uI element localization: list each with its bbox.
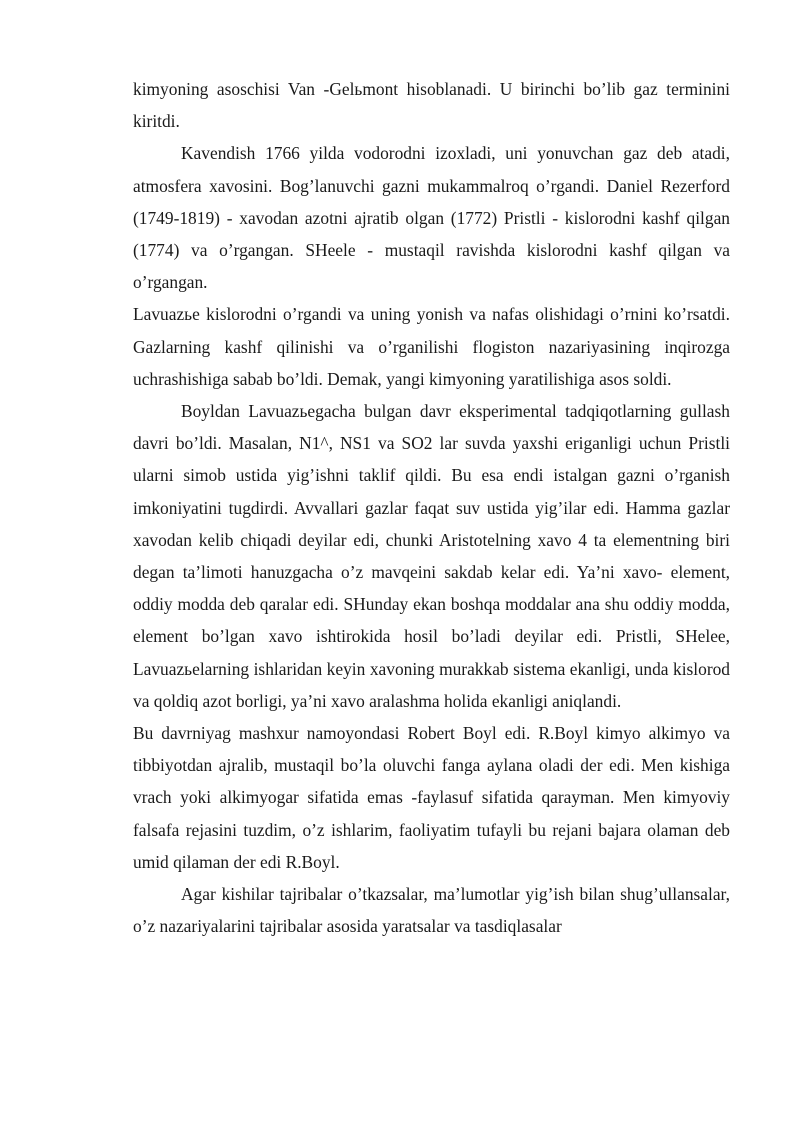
paragraph-lavoisier: Lavuazьe kislorodni o’rgandi va uning yonish va nafas olishidagi o’rnini ko’rsatdi. Gazlarning kashf qilinishi va o’rganilishi flogiston nazariyasining inqirozga uchrashishiga sabab bo’ldi. Demak, yangi kimyoning yaratilishiga asos soldi. xyxy=(133,304,730,389)
paragraph-van-helmont: kimyoning asoschisi Van -Gelьmont hisoblanadi. U birinchi bo’lib gaz terminini kiritdi. xyxy=(133,79,730,132)
paragraph-boyle-to-lavoisier: Boyldan Lavuazьegacha bulgan davr eksperimental tadqiqotlarning gullash davri bo’ldi. Masalan, N1^, NS1 va SO2 lar suvda yaxshi eriganligi uchun Pristli ularni simob ustida yig’ishni taklif qildi. Bu esa endi istalgan gazni o’rganish imkoniyatini tugdirdi. Avvallari gazlar faqat suv ustida yig’ilar edi. Hamma gazlar xavodan kelib chiqadi deyilar edi, chunki Aristotelning xavo 4 ta elementning biri degan ta’limoti hanuzgacha o’z mavqeini sakdab kelar edi. Ya’ni xavo- element, oddiy modda deb qaralar edi. SHunday ekan boshqa moddalar ana shu oddiy modda, element bo’lgan xavo ishtirokida hosil bo’ladi deyilar edi. Pristli, SHelee, Lavuazьelarning ishlaridan keyin xavoning murakkab sistema ekanligi, unda kislorod va qoldiq azot borligi, ya’ni xavo aralashma holida ekanligi aniqlandi. xyxy=(133,401,730,711)
paragraph-robert-boyle: Bu davrniyag mashxur namoyondasi Robert Boyl edi. R.Boyl kimyo alkimyo va tibbiyotdan ajralib, mustaqil bo’la oluvchi fanga aylana oladi der edi. Men kishiga vrach yoki alkimyogar sifatida emas -faylasuf sifatida qarayman. Men kimyoviy falsafa rejasini tuzdim, o’z ishlarim, faoliyatim tufayli bu rejani bajara olaman deb umid qilaman der edi R.Boyl. xyxy=(133,723,730,872)
document-page xyxy=(133,73,730,942)
paragraph-cavendish: Kavendish 1766 yilda vodorodni izoxladi, uni yonuvchan gaz deb atadi, atmosfera xavosini. Bog’lanuvchi gazni mukammalroq o’rgandi. Daniel Rezerford (1749-1819) - xavodan azotni ajratib olgan (1772) Pristli - kislorodni kashf qilgan (1774) va o’rgangan. SHeele - mustaqil ravishda kislorodni kashf qilgan va o’rgangan. xyxy=(133,143,730,293)
paragraph-experiments: Agar kishilar tajribalar o’tkazsalar, ma’lumotlar yig’ish bilan shug’ullansalar, o’z nazariyalarini tajribalar asosida yaratsalar va tasdiqlasalar xyxy=(133,884,730,937)
